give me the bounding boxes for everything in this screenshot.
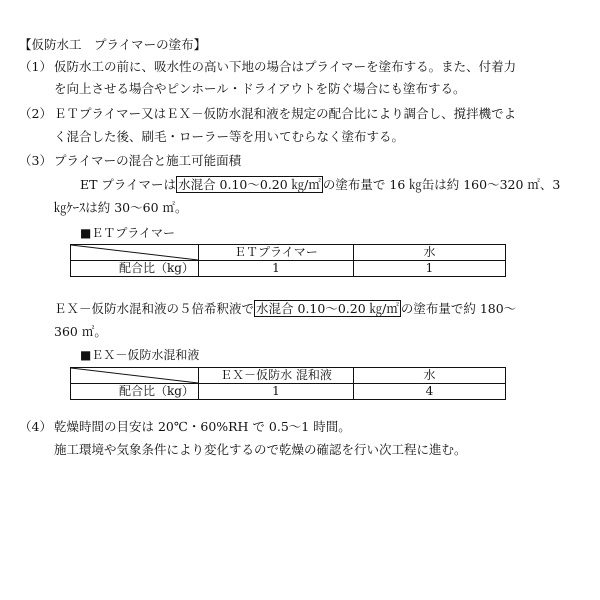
- item2-text-line1: ＥＴプライマー又はＥＸ－仮防水混和液を規定の配合比により調合し、撹拌機でよ: [54, 106, 517, 121]
- table-row-label: 配合比（kg）: [71, 384, 199, 400]
- table-cell: 1: [354, 261, 506, 277]
- table-cell: 1: [199, 261, 354, 277]
- table-header-cell: 水: [354, 245, 506, 261]
- table-corner-cell: [71, 368, 199, 384]
- item3-number: （3）: [19, 153, 52, 168]
- table-et-primer: [70, 244, 506, 277]
- table-row: [71, 384, 506, 400]
- table-header-cell: ＥＸ－仮防水 混和液: [199, 368, 354, 384]
- item3-para2-line1: [54, 300, 516, 318]
- table-row-label: 配合比（kg）: [71, 261, 199, 277]
- item4-text-line1: 乾燥時間の目安は 20℃・60%RH で 0.5～1 時間。: [54, 419, 351, 434]
- table-row: [71, 261, 506, 277]
- table1-title: ■ＥＴプライマー: [80, 226, 175, 240]
- item1-number: （1）: [19, 59, 52, 74]
- para2-text-after: の塗布量で約 180～: [400, 301, 517, 316]
- item4-text-line2: 施工環境や気象条件により変化するので乾燥の確認を行い次工程に進む。: [54, 442, 467, 457]
- item3-para1-line1: [80, 176, 560, 194]
- table-corner-cell: [71, 245, 199, 261]
- item4-number: （4）: [19, 419, 52, 434]
- para1-text-after: の塗布量で 16 ㎏缶は約 160～320 ㎡、3: [322, 177, 561, 192]
- item3-para1-line2: ㎏ｹｰｽは約 30～60 ㎡。: [54, 200, 188, 215]
- para1-boxed-rate: 水混合 0.10～0.20 ㎏/㎡: [178, 177, 321, 192]
- diagonal-line-icon: [71, 368, 198, 383]
- section-heading: 【仮防水工 プライマーの塗布】: [19, 37, 207, 52]
- item3-title: プライマーの混合と施工可能面積: [54, 153, 242, 168]
- item2-text-line2: く混合した後、刷毛・ローラー等を用いてむらなく塗布する。: [54, 129, 405, 144]
- table2-title: ■ＥＸ－仮防水混和液: [80, 348, 200, 362]
- table-cell: 1: [199, 384, 354, 400]
- para2-boxed-rate: 水混合 0.10～0.20 ㎏/㎡: [256, 301, 399, 316]
- table-row: [71, 245, 506, 261]
- para2-text-before: ＥＸ－仮防水混和液の５倍希釈液で: [54, 301, 255, 316]
- diagonal-line-icon: [71, 245, 198, 260]
- table-header-cell: 水: [354, 368, 506, 384]
- table-header-cell: ＥＴプライマー: [199, 245, 354, 261]
- item1-text-line1: 仮防水工の前に、吸水性の高い下地の場合はプライマーを塗布する。また、付着力: [54, 59, 517, 74]
- item3-para2-line2: 360 ㎡。: [54, 324, 107, 339]
- para1-text-before: ET プライマーは: [80, 177, 177, 192]
- table-cell: 4: [354, 384, 506, 400]
- table-ex-admixture: [70, 367, 506, 400]
- table-row: [71, 368, 506, 384]
- item1-text-line2: を向上させる場合やピンホール・ドライアウトを防ぐ場合にも塗布する。: [54, 81, 466, 96]
- item2-number: （2）: [19, 106, 52, 121]
